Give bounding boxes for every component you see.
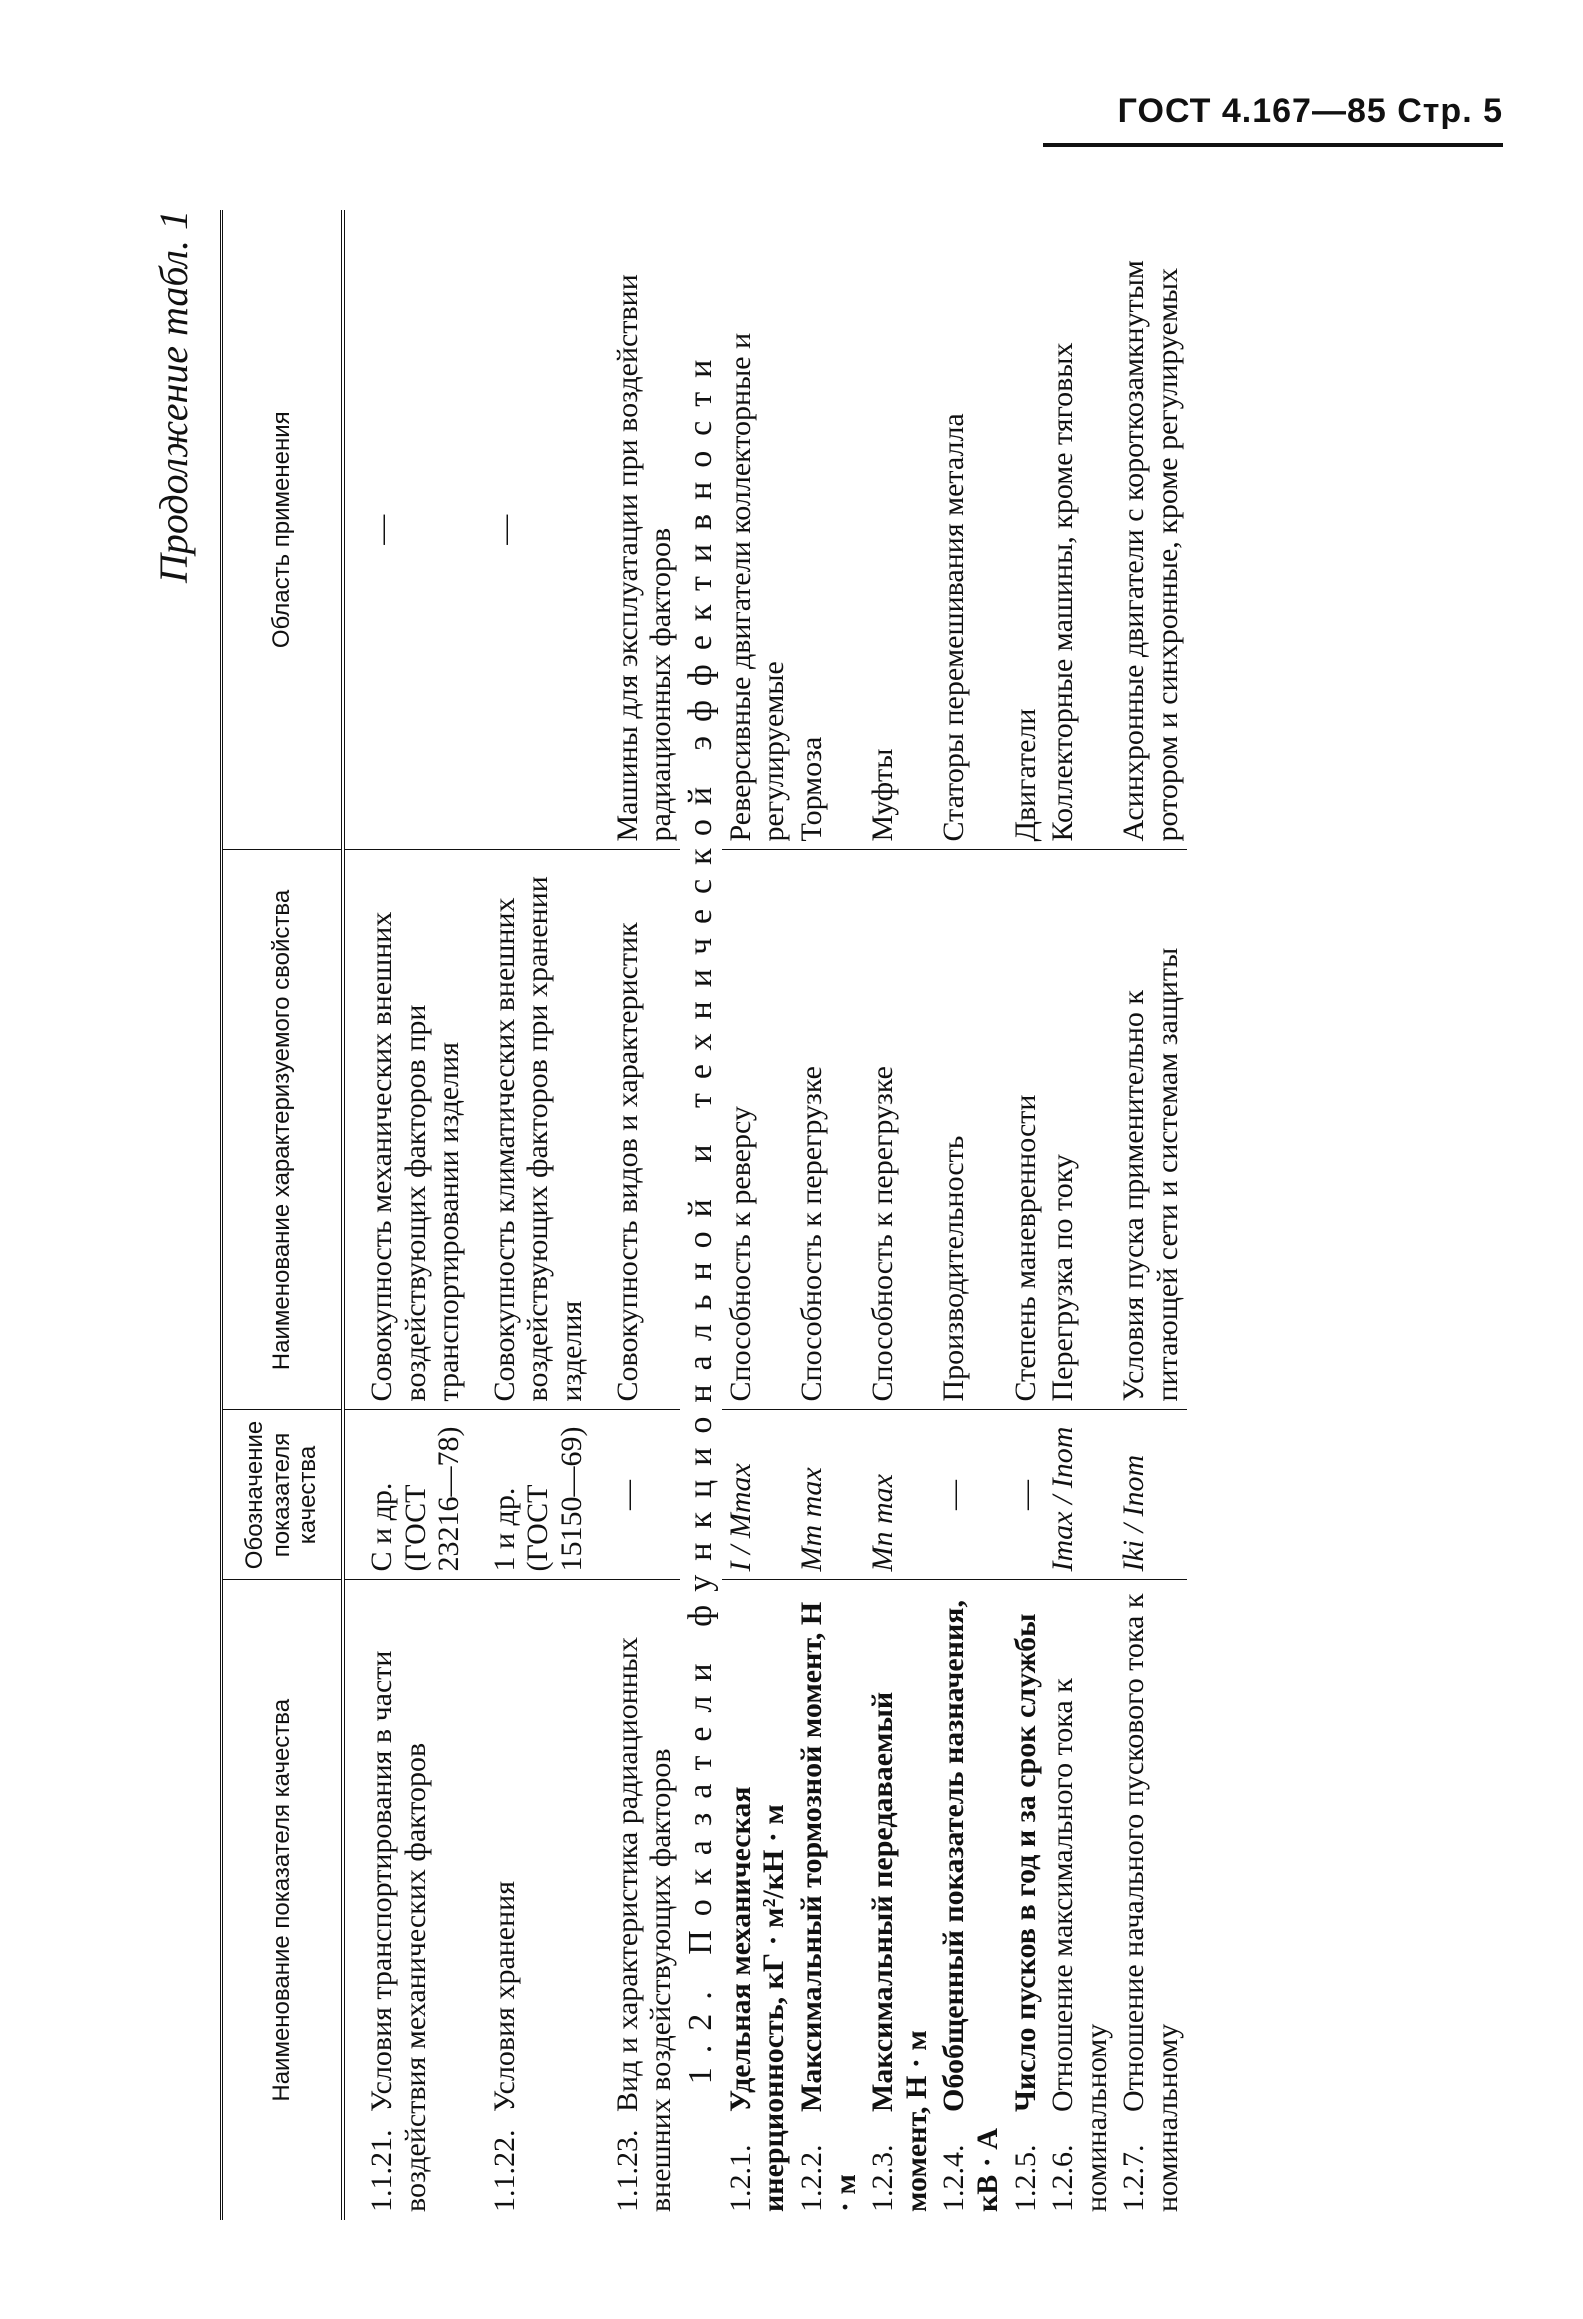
- cell-name: 1.2.5.Число пусков в год и за срок службы: [1008, 1613, 1042, 2212]
- cell-property: Производительность: [935, 850, 1006, 1410]
- cell-name: 1.2.1.Удельная механическая инерционность, кГ · м²/кН · м: [723, 1786, 791, 2212]
- cell-area: Двигатели: [1007, 210, 1045, 850]
- cell-area: Реверсивные двигатели коллекторные и регулируемые: [722, 210, 793, 850]
- table-row: [1115, 210, 1186, 2220]
- col-header-property: Наименование характеризуемого свойства: [222, 850, 344, 1410]
- table-row: [486, 210, 591, 2220]
- cell-area: Статоры перемешивания металла: [935, 210, 1006, 850]
- table-row: [609, 210, 680, 2220]
- cell-designation: 1 и др. (ГОСТ 15150—69): [486, 1410, 591, 1580]
- cell-property: Совокупность механических внешних воздействующих факторов при транспортировании изделия: [363, 850, 468, 1410]
- section-heading: 1.2. Показатели функциональной и технической эффективности: [681, 345, 719, 2085]
- cell-name: 1.1.21.Условия транспортирования в части воздействия механических факторов: [365, 1650, 432, 2212]
- cell-property: Степень маневренности: [1007, 850, 1045, 1410]
- table-row: [935, 210, 1006, 2220]
- table-row: [793, 210, 864, 2220]
- quality-indicators-table: [220, 210, 1187, 2220]
- cell-area: —: [486, 210, 591, 850]
- table-continuation-label: Продолжение табл. 1: [151, 210, 196, 584]
- table-row: [722, 210, 793, 2220]
- cell-name: 1.2.6.Отношение максимального тока к номинальному: [1046, 1678, 1113, 2212]
- cell-property: Способность к реверсу: [722, 850, 793, 1410]
- cell-designation: Iki / Inom: [1115, 1410, 1186, 1580]
- cell-area: Машины для эксплуатации при воздействии радиационных факторов: [609, 210, 680, 850]
- cell-name: 1.2.3.Максимальный передаваемый момент, Н · м: [866, 1691, 933, 2212]
- cell-property: Способность к перегрузке: [793, 850, 864, 1410]
- cell-property: Совокупность видов и характеристик: [609, 850, 680, 1410]
- cell-name: 1.1.22.Условия хранения: [487, 1880, 521, 2212]
- table-row: [1007, 210, 1045, 2220]
- cell-name: 1.2.7.Отношение начального пускового тока к номинальному: [1117, 1593, 1184, 2212]
- cell-name: 1.2.4.Обобщенный показатель назначения, кВ · А: [937, 1600, 1004, 2212]
- rotated-page-area: [150, 210, 1583, 2212]
- col-header-name: Наименование показателя качества: [222, 1580, 344, 2220]
- cell-designation: Imax / Inom: [1044, 1410, 1115, 1580]
- page-header: ГОСТ 4.167—85 Стр. 5: [1043, 92, 1503, 147]
- cell-area: Тормоза: [793, 210, 864, 850]
- cell-property: Совокупность климатических внешних воздействующих факторов при хранении изделия: [486, 850, 591, 1410]
- rotated-content: [150, 210, 1485, 2220]
- cell-property: Перегрузка по току: [1044, 850, 1115, 1410]
- cell-designation: Mп max: [864, 1410, 935, 1580]
- section-heading-row: [680, 210, 722, 2220]
- cell-designation: С и др. (ГОСТ 23216—78): [363, 1410, 468, 1580]
- cell-property: Способность к перегрузке: [864, 850, 935, 1410]
- cell-designation: —: [1007, 1410, 1045, 1580]
- table-row: [363, 210, 468, 2220]
- table-row: [1044, 210, 1115, 2220]
- cell-name: 1.1.23.Вид и характеристика радиационных внешних воздействующих факторов: [610, 1636, 678, 2212]
- table-row: [864, 210, 935, 2220]
- cell-designation: I / Mmax: [722, 1410, 793, 1580]
- cell-designation: Mт max: [793, 1410, 864, 1580]
- col-header-area: Область применения: [222, 210, 344, 850]
- table-header-row: [222, 210, 344, 2220]
- col-header-designation: Обозначение показателя качества: [222, 1410, 344, 1580]
- cell-area: —: [363, 210, 468, 850]
- cell-area: Муфты: [864, 210, 935, 850]
- cell-area: Коллекторные машины, кроме тяговых: [1044, 210, 1115, 850]
- cell-name: 1.2.2.Максимальный тормозной момент, Н · м: [795, 1601, 862, 2212]
- cell-area: Асинхронные двигатели с короткозамкнутым ротором и синхронные, кроме регулируемых: [1115, 210, 1186, 850]
- cell-designation: —: [935, 1410, 1006, 1580]
- cell-property: Условия пуска применительно к питающей сети и системам защиты: [1115, 850, 1186, 1410]
- cell-designation: —: [609, 1410, 680, 1580]
